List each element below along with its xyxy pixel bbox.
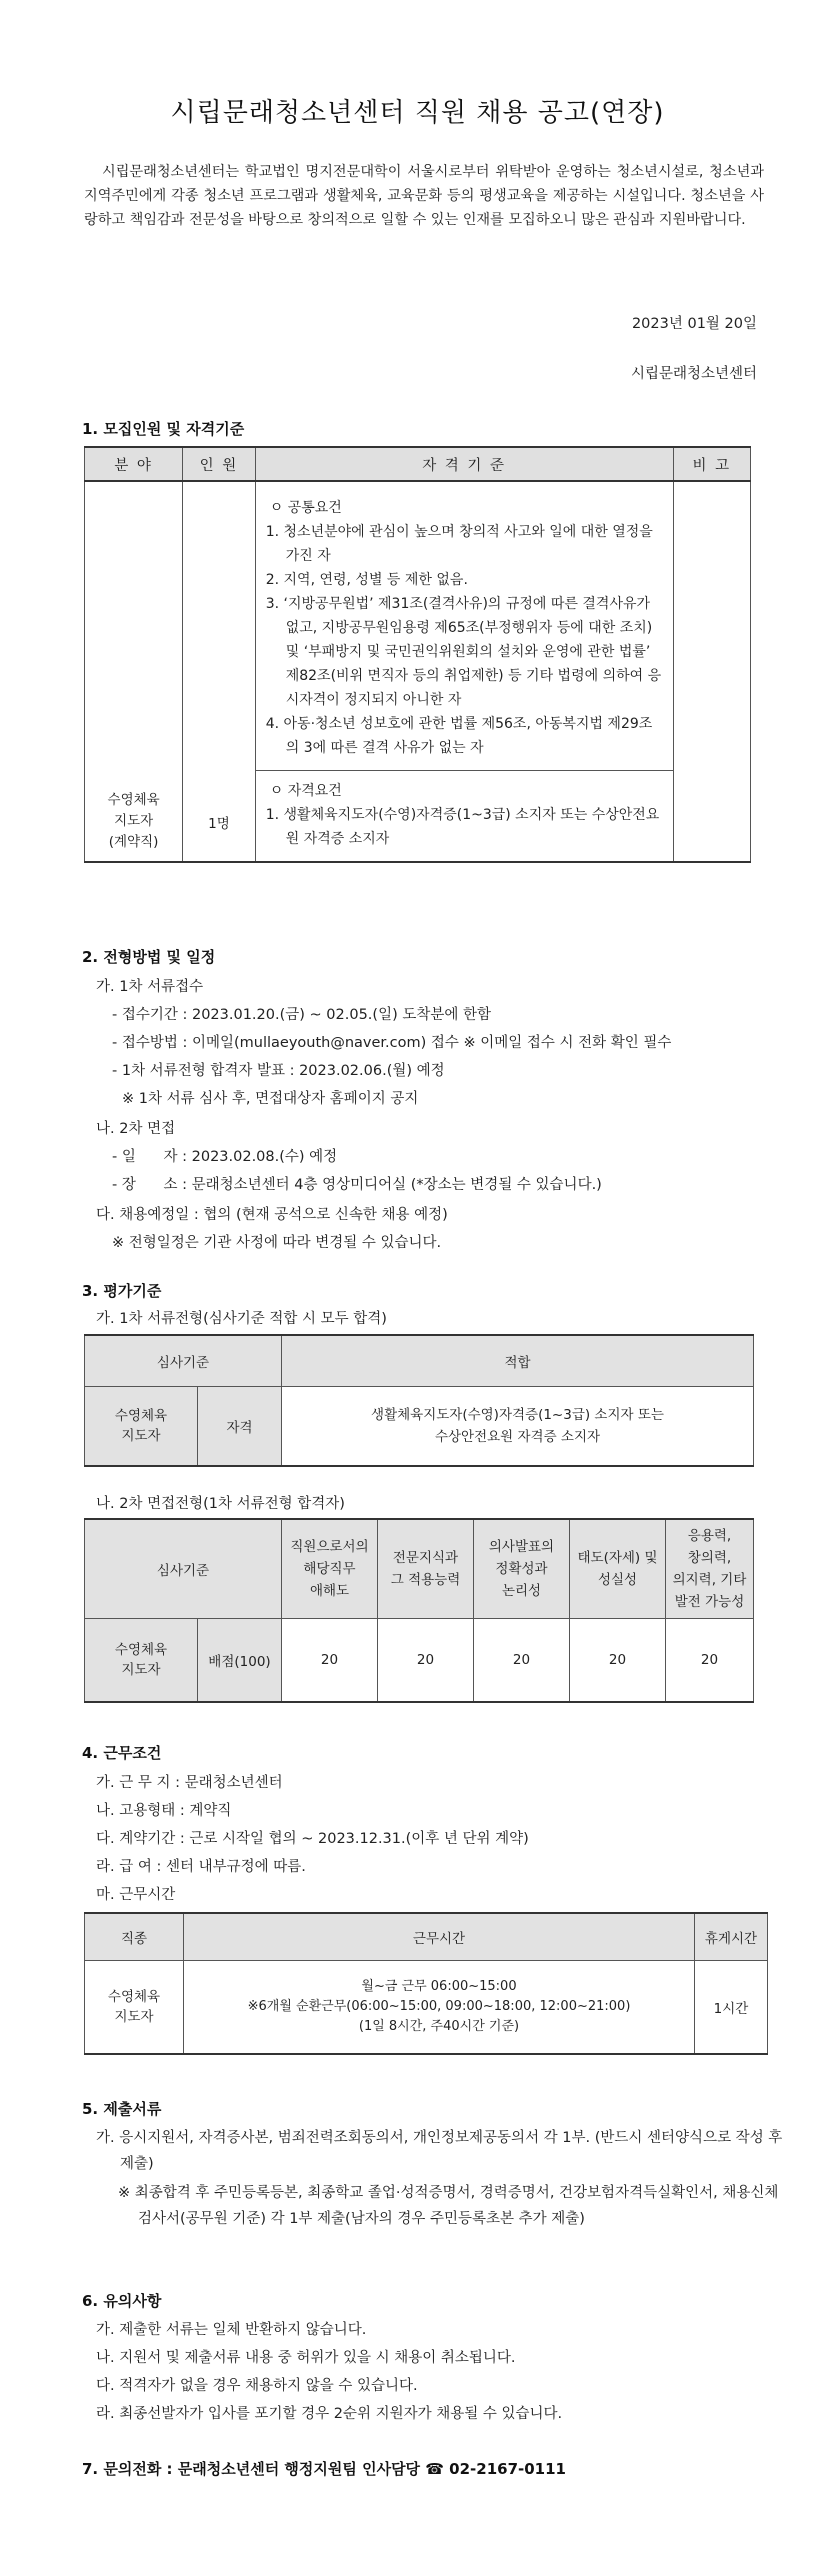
- t1-field: 수영체육 지도자: [85, 1387, 198, 1467]
- t1-value: 생활체육지도자(수영)자격증(1~3급) 소지자 또는 수상안전요원 자격증 소지자: [282, 1387, 754, 1467]
- section-6-heading: 6. 유의사항: [82, 2292, 162, 2310]
- common-requirements: ㅇ 공통요건 1. 청소년분야에 관심이 높으며 창의적 사고와 일에 대한 열정을 가진 자 2. 지역, 연령, 성별 등 제한 없음. 3. ‘지방공무원법’ 제31조(결격사유)의 규정에 따른 결격사유가 없고, 지방공무원임용령 제65조(부정행위자 등에 대한 조치) 및 ‘부패방지 및 국민권익위원회의 설치와 운영에 관한 법률’ 제82조(비위 면직자 등의 취업제한) 등 기타 법령에 의하여 응시자격이 정지되지 아니한 자 4. 아동·청소년 성보호에 관한 법률 제56조, 아동복지법 제29조의 3에 따른 결격 사유가 없는 자: [255, 481, 673, 771]
- s5-note: ※ 최종합격 후 주민등록등본, 최종학교 졸업·성적증명서, 경력증명서, 건강보험자격득실확인서, 채용신체검사서(공무원 기준) 각 1부 제출(남자의 경우 주민등록초본 추가 제출): [118, 2185, 779, 2227]
- common-item: 4. 아동·청소년 성보호에 관한 법률 제56조, 아동복지법 제29조의 3에 따른 결격 사유가 없는 자: [265, 716, 653, 756]
- t4-field: 수영체육 지도자: [85, 1961, 184, 2055]
- qual-item: 1. 생활체육지도자(수영)자격증(1~3급) 소지자 또는 수상안전요원 자격증 소지자: [265, 807, 660, 847]
- s2-line: 가. 1차 서류접수: [96, 979, 204, 995]
- s2-line: - 일 자 : 2023.02.08.(수) 예정: [112, 1149, 338, 1165]
- t4-time: 월~금 근무 06:00~15:00 ※6개월 순환근무(06:00~15:00, 09:00~18:00, 12:00~21:00) (1일 8시간, 주40시간 기준): [184, 1961, 695, 2055]
- t2-col: 전문지식과 그 적용능력: [378, 1519, 474, 1619]
- t4-rest: 1시간: [695, 1961, 768, 2055]
- t2-col: 의사발표의 정확성과 논리성: [474, 1519, 570, 1619]
- s2-line: - 접수방법 : 이메일(mullaeyouth@naver.com) 접수 ※ 이메일 접수 시 전화 확인 필수: [112, 1035, 672, 1051]
- section-2-heading: 2. 전형방법 및 일정: [82, 948, 216, 966]
- s2-line: - 접수기간 : 2023.01.20.(금) ~ 02.05.(일) 도착분에 한함: [112, 1007, 491, 1023]
- t2-col: 응용력, 창의력, 의지력, 기타 발전 가능성: [666, 1519, 754, 1619]
- t2-score: 20: [474, 1619, 570, 1703]
- t2-kind: 배점(100): [198, 1619, 282, 1703]
- col-count: 인 원: [183, 447, 255, 481]
- s2-line: ※ 전형일정은 기관 사정에 따라 변경될 수 있습니다.: [112, 1235, 442, 1251]
- t4-header: 직종: [85, 1913, 184, 1961]
- col-qualification: 자 격 기 준: [255, 447, 673, 481]
- t2-field: 수영체육 지도자: [85, 1619, 198, 1703]
- section-5-heading: 5. 제출서류: [82, 2100, 162, 2118]
- page-title: 시립문래청소년센터 직원 채용 공고(연장): [170, 98, 665, 128]
- t2-score: 20: [282, 1619, 378, 1703]
- s4-line: 나. 고용형태 : 계약직: [96, 1803, 232, 1819]
- s2-line: 다. 채용예정일 : 협의 (현재 공석으로 신속한 채용 예정): [96, 1207, 448, 1223]
- section-4-heading: 4. 근무조건: [82, 1744, 162, 1762]
- section-3-heading: 3. 평가기준: [82, 1282, 162, 1300]
- t4-header: 휴게시간: [695, 1913, 768, 1961]
- s6-line: 나. 지원서 및 제출서류 내용 중 허위가 있을 시 채용이 취소됩니다.: [96, 2350, 516, 2366]
- common-item: 3. ‘지방공무원법’ 제31조(결격사유)의 규정에 따른 결격사유가 없고, 지방공무원임용령 제65조(부정행위자 등에 대한 조치) 및 ‘부패방지 및 국민권익위원회의 설치와 운영에 관한 법률’ 제82조(비위 면직자 등의 취업제한) 등 기타 법령에 의하여 응시자격이 정지되지 아니한 자: [265, 596, 662, 708]
- common-item: 2. 지역, 연령, 성별 등 제한 없음.: [265, 572, 468, 588]
- field-cell: 수영체육 지도자 (계약직): [85, 481, 183, 862]
- recruitment-table: [84, 446, 751, 863]
- document-screening-table: [84, 1334, 754, 1467]
- t4-header: 근무시간: [184, 1913, 695, 1961]
- col-note: 비 고: [673, 447, 750, 481]
- common-item: 1. 청소년분야에 관심이 높으며 창의적 사고와 일에 대한 열정을 가진 자: [265, 524, 653, 564]
- t1-header-criteria: 심사기준: [85, 1335, 282, 1387]
- s4-line: 라. 급 여 : 센터 내부규정에 따름.: [96, 1859, 306, 1875]
- s4-line: 마. 근무시간: [96, 1887, 176, 1903]
- note-cell: [673, 481, 750, 862]
- s6-line: 라. 최종선발자가 입사를 포기할 경우 2순위 지원자가 채용될 수 있습니다.: [96, 2406, 563, 2422]
- s2-line: - 1차 서류전형 합격자 발표 : 2023.02.06.(월) 예정: [112, 1063, 445, 1079]
- s2-line: ※ 1차 서류 심사 후, 면접대상자 홈페이지 공지: [122, 1091, 419, 1107]
- work-hours-table: [84, 1912, 768, 2055]
- organization-name: 시립문래청소년센터: [630, 366, 757, 382]
- t2-score: 20: [570, 1619, 666, 1703]
- t2-col: 태도(자세) 및 성실성: [570, 1519, 666, 1619]
- s2-line: 나. 2차 면접: [96, 1121, 176, 1137]
- count-cell: 1명: [183, 481, 255, 862]
- qualification-requirements: ㅇ 자격요건 1. 생활체육지도자(수영)자격증(1~3급) 소지자 또는 수상안전요원 자격증 소지자: [255, 771, 673, 863]
- s6-line: 가. 제출한 서류는 일체 반환하지 않습니다.: [96, 2322, 367, 2338]
- announcement-date: 2023년 01월 20일: [631, 316, 757, 332]
- interview-table: [84, 1518, 754, 1703]
- section-1-heading: 1. 모집인원 및 자격기준: [82, 420, 245, 438]
- t2-col: 직원으로서의 해당직무 애해도: [282, 1519, 378, 1619]
- intro-paragraph: 시립문래청소년센터는 학교법인 명지전문대학이 서울시로부터 위탁받아 운영하는 청소년시설로, 청소년과 지역주민에게 각종 청소년 프로그램과 생활체육, 교육문화 등의 평생교육을 제공하는 시설입니다. 청소년을 사랑하고 책임감과 전문성을 바탕으로 창의적으로 일할 수 있는 인재를 모집하오니 많은 관심과 지원바랍니다.: [84, 164, 764, 228]
- s4-line: 다. 계약기간 : 근로 시작일 협의 ~ 2023.12.31.(이후 년 단위 계약): [96, 1831, 529, 1847]
- t2-score: 20: [666, 1619, 754, 1703]
- col-field: 분 야: [85, 447, 183, 481]
- s3-sub1: 가. 1차 서류전형(심사기준 적합 시 모두 합격): [96, 1311, 387, 1327]
- s4-line: 가. 근 무 지 : 문래청소년센터: [96, 1775, 283, 1791]
- section-7-contact: 7. 문의전화 : 문래청소년센터 행정지원팀 인사담당 ☎ 02-2167-0111: [82, 2460, 566, 2478]
- s3-sub2: 나. 2차 면접전형(1차 서류전형 합격자): [96, 1496, 345, 1512]
- s6-line: 다. 적격자가 없을 경우 채용하지 않을 수 있습니다.: [96, 2378, 418, 2394]
- t1-header-pass: 적합: [282, 1335, 754, 1387]
- t1-kind: 자격: [198, 1387, 282, 1467]
- s2-line: - 장 소 : 문래청소년센터 4층 영상미디어실 (*장소는 변경될 수 있습니다.): [112, 1177, 602, 1193]
- t2-header-criteria: 심사기준: [85, 1519, 282, 1619]
- t2-score: 20: [378, 1619, 474, 1703]
- s5-line: 가. 응시지원서, 자격증사본, 범죄전력조회동의서, 개인정보제공동의서 각 1부. (반드시 센터양식으로 작성 후 제출): [96, 2130, 783, 2172]
